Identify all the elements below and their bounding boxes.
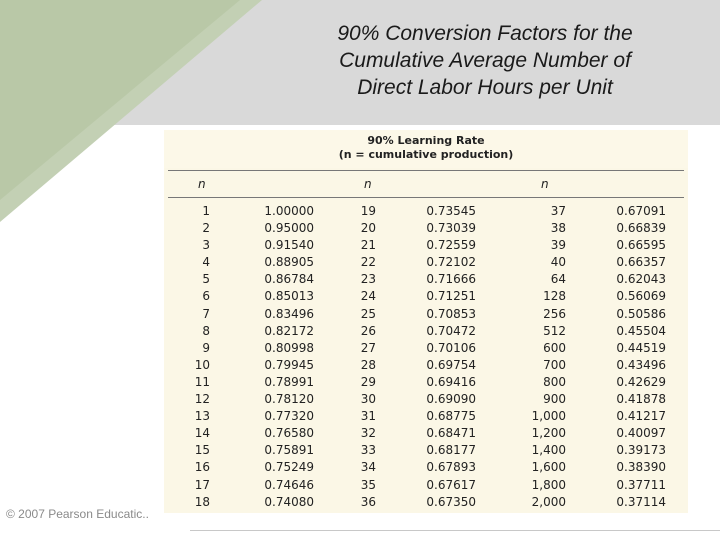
unit-number-cell: 39 [550,238,566,253]
conversion-factor-cell: 0.43496 [616,357,666,372]
conversion-factor-cell: 0.38390 [616,460,666,475]
conversion-factor-cell: 0.83496 [264,306,314,321]
conversion-factor-cell: 0.50586 [616,306,666,321]
unit-number-cell: 19 [360,204,376,218]
conversion-factor-cell: 0.69416 [426,374,476,389]
conversion-factor-cell: 0.78120 [264,392,314,407]
table-row [164,459,688,476]
conversion-factor-cell: 0.86784 [264,272,314,287]
conversion-factor-cell: 0.56069 [616,289,666,304]
conversion-factor-cell: 0.68471 [426,426,476,441]
table-row [164,288,688,305]
conversion-factor-cell: 0.88905 [264,255,314,270]
unit-number-cell: 1,000 [531,409,566,424]
conversion-factor-cell: 0.62043 [616,272,666,287]
table-row [164,254,688,271]
unit-number-cell: 35 [360,477,376,492]
conversion-factor-cell: 0.44519 [616,340,666,355]
unit-number-cell: 34 [360,460,376,475]
conversion-factor-cell: 0.73545 [426,204,476,218]
unit-number-cell: 23 [360,272,376,287]
unit-number-cell: 900 [543,392,566,407]
conversion-factor-cell: 0.68775 [426,409,476,424]
table-row [164,271,688,288]
unit-number-cell: 1,800 [531,477,566,492]
unit-number-cell: 13 [194,409,210,424]
unit-number-cell: 22 [360,255,376,270]
conversion-factor-cell: 0.68177 [426,443,476,458]
slide-title [255,20,715,101]
unit-number-cell: 28 [360,357,376,372]
unit-number-cell: 14 [194,426,210,441]
unit-number-cell: 12 [194,392,210,407]
unit-number-cell: 38 [550,221,566,236]
unit-number-cell: 32 [360,426,376,441]
unit-number-cell: 1 [202,204,210,218]
unit-number-cell: 9 [202,340,210,355]
conversion-factor-cell: 0.42629 [616,374,666,389]
unit-number-cell: 21 [360,238,376,253]
conversion-factor-cell: 0.76580 [264,426,314,441]
unit-number-cell: 2 [202,221,210,236]
table-row [164,340,688,357]
unit-number-cell: 24 [360,289,376,304]
conversion-factor-cell: 0.72102 [426,255,476,270]
conversion-factor-cell: 0.85013 [264,289,314,304]
table-title: 90% Learning Rate [367,134,485,147]
unit-number-cell: 512 [543,323,566,338]
unit-number-cell: 31 [360,409,376,424]
table-row [164,477,688,494]
conversion-factor-cell: 0.71251 [426,289,476,304]
unit-number-cell: 1,200 [531,426,566,441]
table-rule-top [168,170,684,171]
conversion-factor-cell: 0.67893 [426,460,476,475]
table-row [164,494,688,511]
conversion-factor-cell: 1.00000 [264,204,314,218]
unit-number-cell: 5 [202,272,210,287]
conversion-factor-cell: 0.41878 [616,392,666,407]
unit-number-cell: 7 [202,306,210,321]
conversion-factor-cell: 0.70472 [426,323,476,338]
table-row [164,391,688,408]
unit-number-cell: 4 [202,255,210,270]
conversion-factor-cell: 0.79945 [264,357,314,372]
conversion-factor-cell: 0.80998 [264,340,314,355]
unit-number-cell: 1,600 [531,460,566,475]
table-row [164,203,688,220]
unit-number-cell: 16 [194,460,210,475]
conversion-factor-cell: 0.66839 [616,221,666,236]
conversion-factor-cell: 0.95000 [264,221,314,236]
conversion-factor-cell: 0.67350 [426,494,476,509]
conversion-factor-cell: 0.39173 [616,443,666,458]
table-row [164,442,688,459]
conversion-factor-cell: 0.45504 [616,323,666,338]
learning-rate-table [164,130,688,513]
table-row [164,323,688,340]
conversion-factor-cell: 0.40097 [616,426,666,441]
table-row [164,220,688,237]
conversion-factor-cell: 0.78991 [264,374,314,389]
unit-number-cell: 1,400 [531,443,566,458]
unit-number-cell: 64 [550,272,566,287]
unit-number-cell: 26 [360,323,376,338]
conversion-factor-cell: 0.37114 [616,494,666,509]
table-body [164,203,688,511]
unit-number-cell: 18 [194,494,210,509]
copyright-text: © 2007 Pearson Educatic.. [6,507,149,521]
conversion-factor-cell: 0.72559 [426,238,476,253]
conversion-factor-cell: 0.41217 [616,409,666,424]
table-row [164,408,688,425]
unit-number-cell: 40 [550,255,566,270]
conversion-factor-cell: 0.70853 [426,306,476,321]
unit-number-cell: 25 [360,306,376,321]
conversion-factor-cell: 0.75891 [264,443,314,458]
unit-number-cell: 128 [543,289,566,304]
conversion-factor-cell: 0.67617 [426,477,476,492]
table-rule-header [168,197,684,198]
unit-number-cell: 2,000 [531,494,566,509]
table-row [164,306,688,323]
conversion-factor-cell: 0.66357 [616,255,666,270]
unit-number-cell: 8 [202,323,210,338]
unit-number-cell: 800 [543,374,566,389]
unit-number-cell: 29 [360,374,376,389]
conversion-factor-cell: 0.67091 [616,204,666,218]
footer-divider [190,530,720,531]
unit-number-cell: 27 [360,340,376,355]
column-header-n: n [198,177,206,191]
title-line: Direct Labor Hours per Unit [357,76,613,99]
title-line: Cumulative Average Number of [339,49,631,72]
column-header-n: n [541,177,549,191]
conversion-factor-cell: 0.74646 [264,477,314,492]
unit-number-cell: 10 [194,357,210,372]
unit-number-cell: 17 [194,477,210,492]
table-header [164,130,688,168]
table-row [164,374,688,391]
conversion-factor-cell: 0.37711 [616,477,666,492]
conversion-factor-cell: 0.74080 [264,494,314,509]
conversion-factor-cell: 0.66595 [616,238,666,253]
conversion-factor-cell: 0.77320 [264,409,314,424]
table-row [164,237,688,254]
unit-number-cell: 30 [360,392,376,407]
column-header-n: n [364,177,372,191]
conversion-factor-cell: 0.91540 [264,238,314,253]
conversion-factor-cell: 0.69090 [426,392,476,407]
unit-number-cell: 20 [360,221,376,236]
unit-number-cell: 37 [550,204,566,218]
conversion-factor-cell: 0.70106 [426,340,476,355]
title-line: 90% Conversion Factors for the [337,22,633,45]
unit-number-cell: 700 [543,357,566,372]
unit-number-cell: 600 [543,340,566,355]
unit-number-cell: 6 [202,289,210,304]
table-subtitle: (n = cumulative production) [338,148,514,161]
unit-number-cell: 15 [194,443,210,458]
conversion-factor-cell: 0.75249 [264,460,314,475]
unit-number-cell: 3 [202,238,210,253]
unit-number-cell: 256 [543,306,566,321]
conversion-factor-cell: 0.82172 [264,323,314,338]
unit-number-cell: 36 [360,494,376,509]
table-row [164,425,688,442]
conversion-factor-cell: 0.71666 [426,272,476,287]
unit-number-cell: 33 [360,443,376,458]
table-row [164,357,688,374]
conversion-factor-cell: 0.69754 [426,357,476,372]
conversion-factor-cell: 0.73039 [426,221,476,236]
unit-number-cell: 11 [194,374,210,389]
